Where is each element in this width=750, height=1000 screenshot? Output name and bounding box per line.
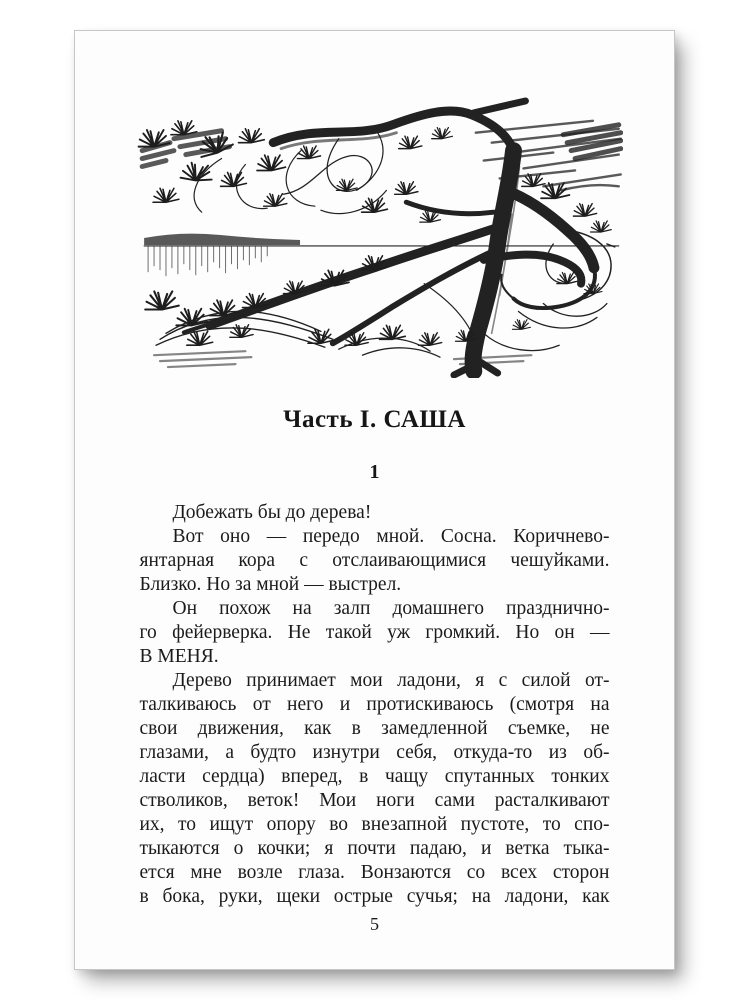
pine-tree-illustration bbox=[126, 95, 623, 378]
body-text-line: Вот оно — передо мной. Сосна. Коричнево- bbox=[172, 526, 610, 547]
body-text-line: стволиков, веток! Мои ноги сами расталкивают bbox=[139, 790, 610, 811]
body-text-line: свои движения, как в замедленной съемке, не bbox=[139, 718, 610, 739]
body-text-line: В МЕНЯ. bbox=[139, 646, 219, 667]
body-text-line: Он похож на залп домашнего празднично- bbox=[172, 598, 610, 619]
body-text-line: Добежать бы до дерева! bbox=[172, 502, 372, 523]
body-text-line: янтарная кора с отслаивающимися чешуйками. bbox=[139, 550, 610, 571]
body-text-line: глазами, а будто изнутри себя, откуда-то из об- bbox=[139, 742, 610, 763]
book-page bbox=[74, 30, 675, 970]
body-text-line: тыкаются о кочки; я почти падаю, и ветка тыка- bbox=[139, 838, 610, 859]
body-text-line: их, то ищут опору во внезапной пустоте, то спо- bbox=[139, 814, 610, 835]
page-number: 5 bbox=[370, 914, 379, 934]
body-text-line: Близко. Но за мной — выстрел. bbox=[139, 574, 402, 595]
body-text-line: Дерево принимает мои ладони, я с силой от- bbox=[172, 670, 610, 691]
body-text-line: го фейерверка. Не такой уж громкий. Но он — bbox=[139, 622, 610, 643]
chapter-number: 1 bbox=[369, 461, 380, 483]
body-text-line: ется мне возле глаза. Вонзаются со всех сторон bbox=[139, 862, 610, 883]
body-text bbox=[140, 501, 610, 909]
part-title: Часть I. САША bbox=[283, 406, 466, 433]
body-text-line: в бока, руки, щеки острые сучья; на ладони, как bbox=[139, 886, 610, 907]
body-text-line: талкиваюсь от него и протискиваюсь (смотря на bbox=[139, 694, 610, 715]
body-text-line: ласти сердца) вперед, в чащу спутанных тонких bbox=[139, 766, 610, 787]
